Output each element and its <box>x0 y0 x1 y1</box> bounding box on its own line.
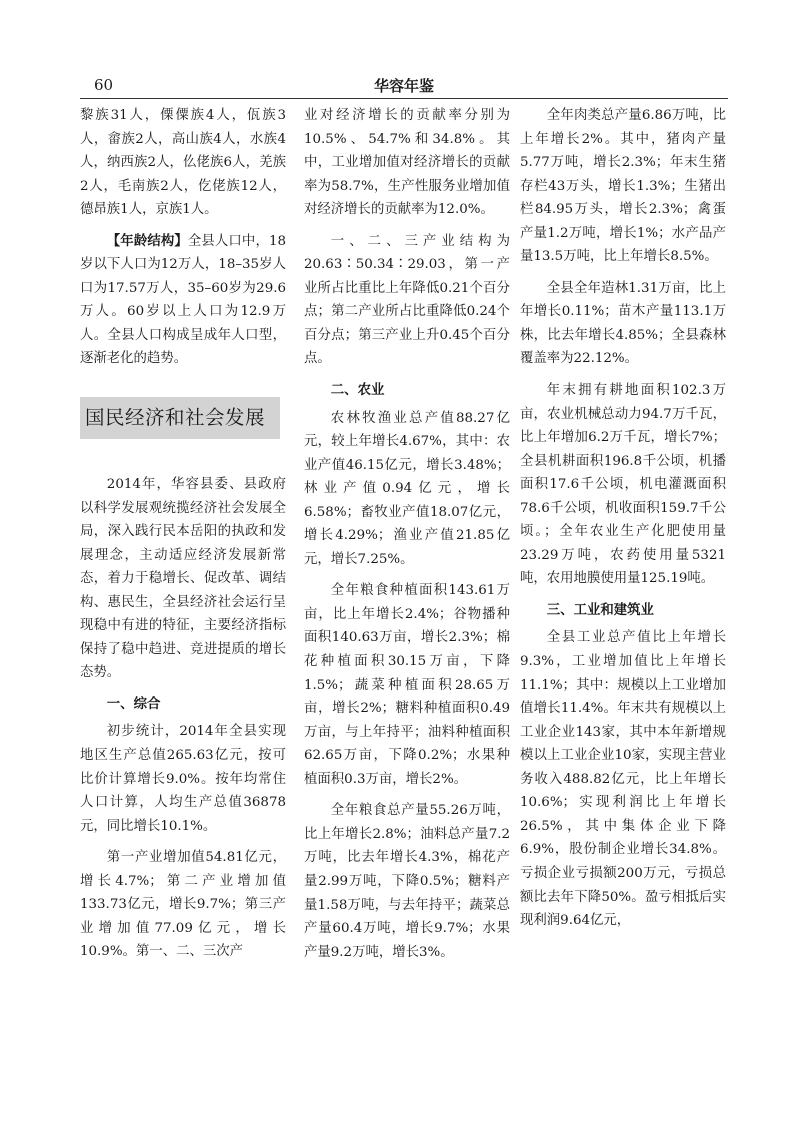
age-structure-text: 全县人口中，18岁以下人口为12万人，18–35岁人口为17.57万人，35–60岁为29.6万人。60岁以上人口为12.9万人。全县人口构成呈成年人口型，逐渐老化的趋势。 <box>80 233 286 367</box>
paragraph-grain-area: 全年粮食种植面积143.61万亩，比上年增长2.4%；谷物播种面积140.63万亩，增长2.3%；棉花种植面积30.15万亩，下降1.5%；蔬菜种植面积28.65万亩，增长2%；糖料种植面积0.49万亩，与上年持平；油料种植面积62.65万亩，下降0.2%；水果种植面积0.3万亩，增长2%。 <box>304 583 510 787</box>
paragraph-grain-output: 全年粮食总产量55.26万吨，比上年增长2.8%；油料总产量7.2万吨，比去年增长4.3%，棉花产量2.99万吨，下降0.5%；糖料产量1.58万吨，与去年持平；蔬菜总产量60.4万吨，增长9.7%；水果产量9.2万吨，增长3%。 <box>304 803 510 960</box>
column-right <box>520 104 726 941</box>
age-structure-tag: 【年龄结构】 <box>106 233 188 249</box>
paragraph-gdp: 初步统计，2014年全县实现地区生产总值265.63亿元，按可比价计算增长9.0%。按年均常住人口计算，人均生产总值36878元，同比增长10.1%。 <box>80 724 286 834</box>
paragraph-machinery: 年末拥有耕地面积102.3万亩，农业机械总动力94.7万千瓦，比上年增加6.2万千瓦，增长7%；全县机耕面积196.8千公顷，机播面积17.6千公顷，机电灌溉面积78.6千公顷，机收面积159.7千公顷。；全年农业生产化肥使用量23.29万吨，农药使用量5321吨，农用地膜使用量125.19吨。 <box>520 383 726 587</box>
paragraph-ethnic-groups: 黎族31人，傈僳族4人，佤族3人，畲族2人，高山族4人，水族4人，纳西族2人，仫佬族6人，羌族2人，毛南族2人，仡佬族12人，德昂族1人，京族1人。 <box>80 108 286 218</box>
page-number: 60 <box>94 76 114 94</box>
section-banner: 国民经济和社会发展 <box>80 397 280 439</box>
book-title: 华容年鉴 <box>373 77 434 95</box>
paragraph-structure: 一、二、三产业结构为20.63∶50.34∶29.03，第一产业所占比重比上年降低0.21个百分点；第二产业所占比重降低0.24个百分点；第三产业上升0.45个百分点。 <box>304 233 510 367</box>
heading-agriculture: 二、农业 <box>330 383 385 399</box>
column-left <box>80 104 286 972</box>
page-header <box>80 72 728 98</box>
heading-general: 一、综合 <box>106 696 161 712</box>
heading-industry: 三、工业和建筑业 <box>546 602 654 618</box>
paragraph-age-structure <box>80 230 286 371</box>
paragraph-industry: 全县工业总产值比上年增长9.3%，工业增加值比上年增长11.1%；其中：规模以上工业增加值增长11.4%。年末共有规模以上工业企业143家，其中本年新增规模以上工业企业10家，实现主营业务收入488.82亿元，比上年增长10.6%；实现利润比上年增长26.5%，其中集体企业下降6.9%，股份制企业增长34.8%。亏损企业亏损额200万元，亏损总额比去年下降50%。盈亏相抵后实现利润9.64亿元， <box>520 630 726 929</box>
header-rule <box>80 98 728 99</box>
column-middle <box>304 104 510 972</box>
paragraph-forest: 全县全年造林1.31万亩，比上年增长0.11%；苗木产量113.1万株，比去年增长4.85%；全县森林覆盖率为22.12%。 <box>520 280 726 367</box>
paragraph-industries: 第一产业增加值54.81亿元，增长4.7%；第二产业增加值133.73亿元，增长9.7%；第三产业增加值77.09亿元，增长10.9%。第一、二、三次产 <box>80 850 286 960</box>
paragraph-agri-output: 农林牧渔业总产值88.27亿元，较上年增长4.67%，其中：农业产值46.15亿元，增长3.48%；林业产值0.94亿元，增长6.58%；畜牧业产值18.07亿元，增长4.29%；渔业产值21.85亿元，增长7.25%。 <box>304 410 510 567</box>
paragraph-intro: 2014年，华容县委、县政府以科学发展观统揽经济社会发展全局，深入践行民本岳阳的执政和发展理念，主动适应经济发展新常态，着力于稳增长、促改革、调结构、惠民生，全县经济社会运行呈现稳中有进的特征，主要经济指标保持了稳中趋进、竞进提质的增长态势。 <box>80 477 286 681</box>
paragraph-contribution: 业对经济增长的贡献率分别为10.5%、54.7%和34.8%。其中，工业增加值对经济增长的贡献率为58.7%，生产性服务业增加值对经济增长的贡献率为12.0%。 <box>304 108 510 218</box>
paragraph-meat: 全年肉类总产量6.86万吨，比上年增长2%。其中，猪肉产量5.77万吨，增长2.3%；年末生猪存栏43万头，增长1.3%；生猪出栏84.95万头，增长2.3%；禽蛋产量1.2万吨，增长1%；水产品产量13.5万吨，比上年增长8.5%。 <box>520 108 726 265</box>
